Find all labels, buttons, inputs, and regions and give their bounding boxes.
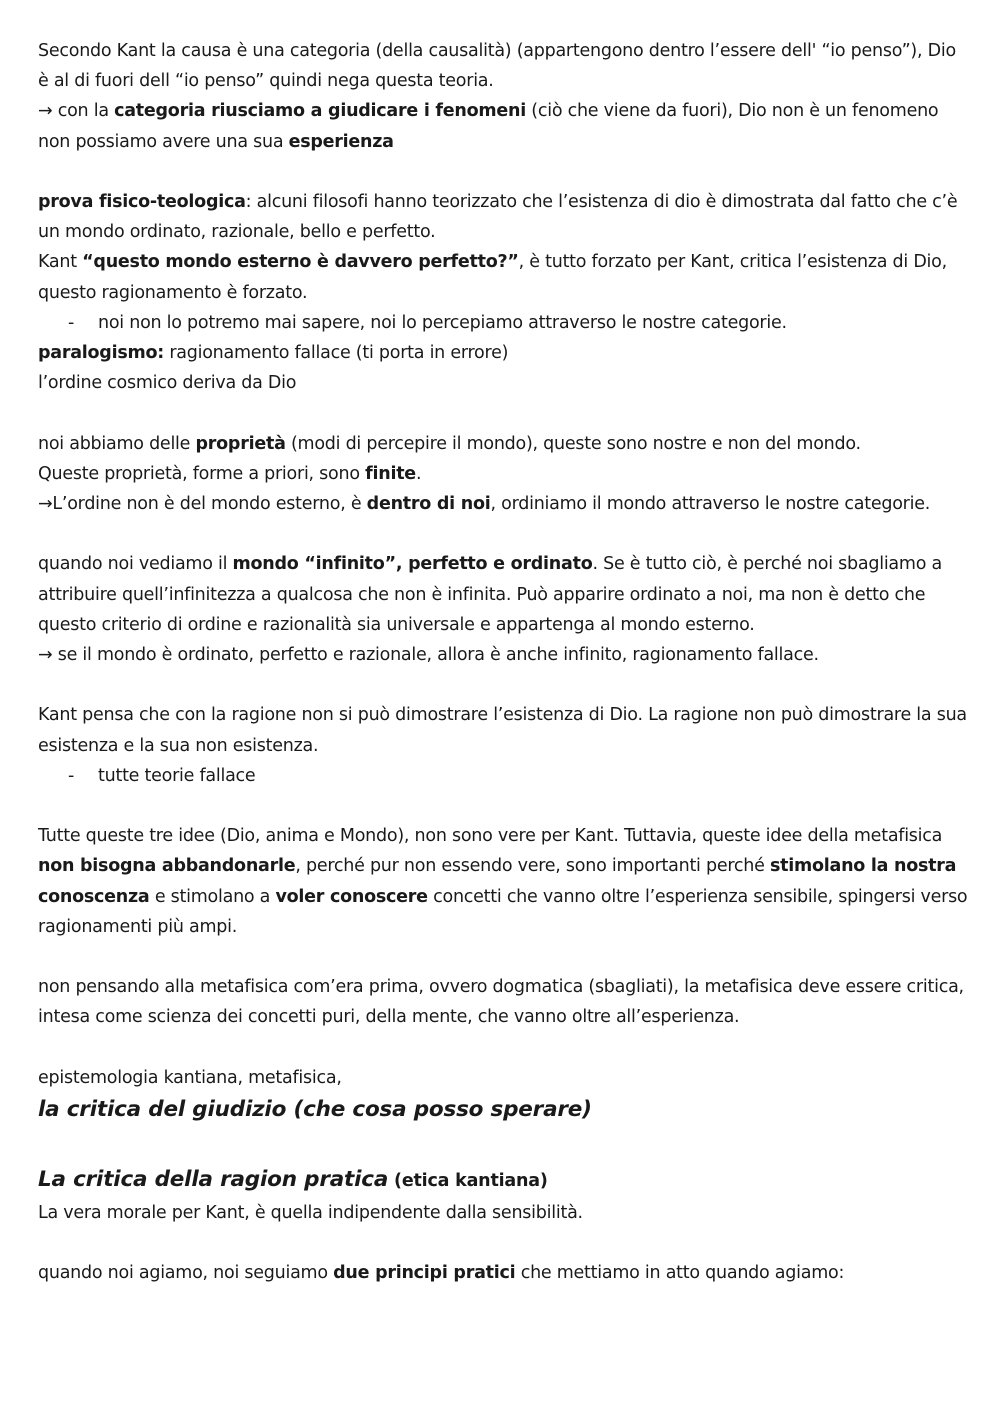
spacer — [38, 1228, 968, 1258]
paragraph-ragionamento-fallace: → se il mondo è ordinato, perfetto e razionale, allora è anche infinito, ragionamento fallace. — [38, 645, 819, 666]
spacer — [38, 1127, 968, 1163]
bold-text: due principi pratici — [333, 1263, 516, 1284]
heading-critica-giudizio: la critica del giudizio (che cosa posso sperare) — [38, 1097, 592, 1122]
paragraph-ragione-dio: Kant pensa che con la ragione non si può dimostrare l’esistenza di Dio. La ragione non può dimostrare la sua esistenza e la sua non esistenza. — [38, 705, 967, 756]
paragraph-ordine-cosmico: l’ordine cosmico deriva da Dio — [38, 373, 297, 394]
paragraph-vera-morale: La vera morale per Kant, è quella indipendente dalla sensibilità. — [38, 1203, 583, 1223]
paragraph-epistemologia: epistemologia kantiana, metafisica, — [38, 1067, 342, 1088]
spacer — [38, 670, 968, 700]
bold-text: prova fisico-teologica — [38, 192, 246, 212]
paragraph-forme-a-priori: Queste proprietà, forme a priori, sono finite. — [38, 463, 422, 484]
bold-text: mondo “infinito”, perfetto e ordinato — [232, 554, 593, 575]
bold-text: non bisogna abbandonarle — [38, 856, 296, 877]
heading-critica-ragion-pratica: La critica della ragion pratica (etica kantiana) — [38, 1167, 548, 1192]
spacer — [38, 1033, 968, 1063]
bold-text: dentro di noi — [366, 494, 491, 515]
heading-subtitle: (etica kantiana) — [388, 1171, 548, 1191]
bold-text: finite — [365, 463, 416, 484]
bold-text: categoria riusciamo a giudicare i fenomeni — [114, 101, 526, 122]
bold-text: voler conoscere — [275, 886, 428, 907]
paragraph-metafisica-critica: non pensando alla metafisica com’era prima, ovvero dogmatica (sbagliati), la metafisica deve essere critica, intesa come scienza dei concetti puri, della mente, che vanno oltre all’esperienza. — [38, 977, 964, 1028]
paragraph-principi-pratici: quando noi agiamo, noi seguiamo due principi pratici che mettiamo in atto quando agiamo: — [38, 1263, 845, 1284]
spacer — [38, 519, 968, 549]
paragraph-proprieta: noi abbiamo delle proprietà (modi di percepire il mondo), queste sono nostre e non del mondo. — [38, 433, 861, 454]
paragraph-tre-idee: Tutte queste tre idee (Dio, anima e Mondo), non sono vere per Kant. Tuttavia, queste idee della metafisica non bisogna abbandonarle, perché pur non essendo vere, sono importanti perché stimolano la nostra conoscenza e stimolano a voler conoscere concetti che vanno oltre l’esperienza sensibile, spingersi verso ragionamenti più ampi. — [38, 826, 968, 937]
bullet-dash: - — [68, 312, 75, 333]
bold-text: esperienza — [288, 131, 394, 152]
paragraph-causa: Secondo Kant la causa è una categoria (della causalità) (appartengono dentro l’essere dell' “io penso”), Dio è al di fuori dell “io penso” quindi nega questa teoria. — [38, 41, 956, 92]
bullet-item: - noi non lo potremo mai sapere, noi lo percepiamo attraverso le nostre categorie. — [38, 308, 968, 338]
document-page — [38, 36, 968, 1289]
paragraph-paralogismo: paralogismo: ragionamento fallace (ti porta in errore) — [38, 343, 509, 364]
bold-text: stimolano la nostra conoscenza — [38, 856, 957, 907]
paragraph-ordine-dentro-di-noi: →L’ordine non è del mondo esterno, è dentro di noi, ordiniamo il mondo attraverso le nostre categorie. — [38, 494, 931, 515]
paragraph-mondo-infinito: quando noi vediamo il mondo “infinito”, perfetto e ordinato. Se è tutto ciò, è perché noi sbagliamo a attribuire quell’infinitezza a qualcosa che non è infinita. Può apparire ordinato a noi, ma non è detto che questo criterio di ordine e razionalità sia universale e appartenga al mondo esterno. — [38, 554, 942, 635]
bold-text: proprietà — [195, 433, 286, 454]
paragraph-kant-mondo: Kant “questo mondo esterno è davvero perfetto?”, è tutto forzato per Kant, critica l’esistenza di Dio, questo ragionamento è forzato. — [38, 252, 947, 303]
paragraph-prova-fisico-teologica: prova fisico-teologica: alcuni filosofi hanno teorizzato che l’esistenza di dio è dimostrata dal fatto che c’è un mondo ordinato, razionale, bello e perfetto. — [38, 192, 958, 243]
bullet-item: - tutte teorie fallace — [38, 761, 968, 791]
spacer — [38, 791, 968, 821]
spacer — [38, 398, 968, 428]
paragraph-categoria: → con la categoria riusciamo a giudicare i fenomeni (ciò che viene da fuori), Dio non è un fenomeno non possiamo avere una sua esperienza — [38, 101, 939, 152]
bold-text: paralogismo: — [38, 343, 164, 364]
spacer — [38, 942, 968, 972]
bold-text: “questo mondo esterno è davvero perfetto?” — [82, 252, 519, 273]
bullet-dash: - — [68, 765, 75, 786]
spacer — [38, 157, 968, 187]
